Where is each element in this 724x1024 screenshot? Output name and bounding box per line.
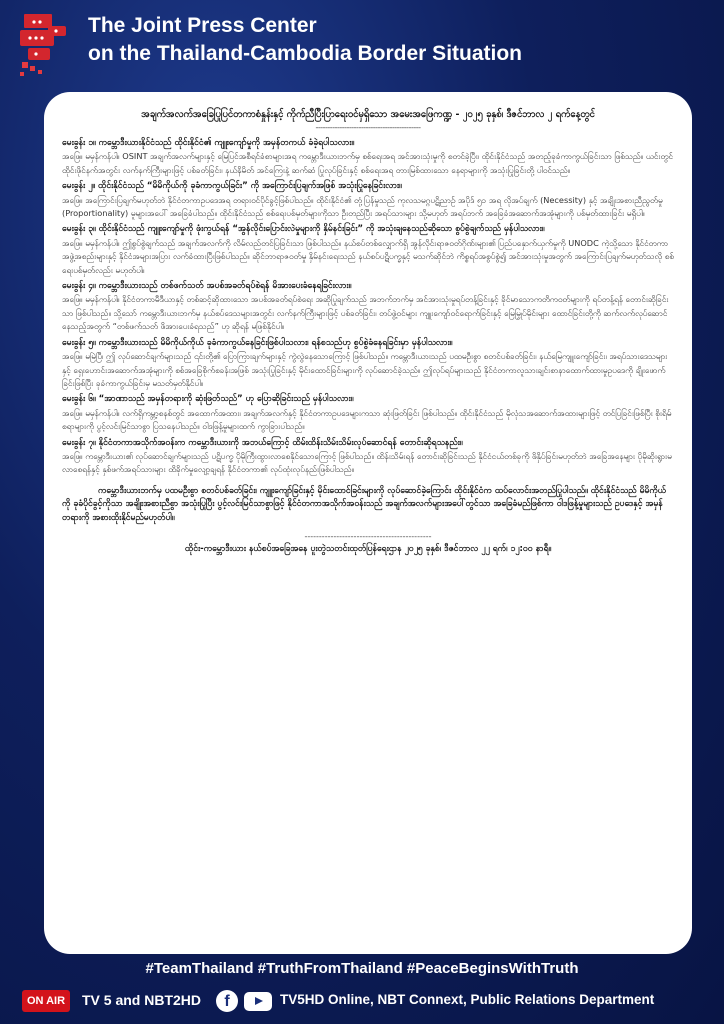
youtube-icon xyxy=(244,992,272,1011)
answer-text: အဖြေ။ မမှန်ကန်ပါ။ ဤစွပ်စွဲချက်သည် အချက်အလက်ကို လိမ်လည်တင်ပြခြင်းသာ ဖြစ်ပါသည်။ နယ်စပ်တစ်လျှောက်ရှိ အွန်လိုင်းရာဇဝတ်ဂိုဏ်းများ၏ ပြည်ပနှောက်ယှက်မှုကို UNODC ကဲ့သို့သော နိုင်ငံတကာအဖွဲ့အစည်းများနှင့် နိုင်ငံအများအပြား လက်ခံထားပြီးဖြစ်ပါသည်။ ဆိုင်ဘာရာဇဝတ်မှု နှိမ်နင်းရေးသည် နယ်စပ်ပဋိပက္ခနှင့် မသက်ဆိုင်ဘဲ ကိစ္စရပ်အစွပ်စွဲ၍ အင်အားသုံးမှုအတွက် အကြောင်းပြချက်မဟုတ်သလို စစ်ရေးပစ်မှတ်လည်း မဟုတ်ပါ။ xyxy=(62,237,675,275)
question-text: မေးခွန်း ၁။ ကမ္ဘောဒီးယားနိုင်ငံသည် ထိုင်းနိုင်ငံ၏ ကျူးကျော်မှုကို အမှန်တကယ် ခံခဲ့ရပါသလား။ xyxy=(62,138,355,148)
online-channels-label: TV5HD Online, NBT Connext, Public Relations Department xyxy=(280,992,655,1007)
answer-text: အဖြေ။ မမှန်ကန်ပါ။ OSINT အချက်အလက်များနှင့် မြေပြင်အစီရင်ခံစာများအရ ကမ္ဘောဒီးယားဘက်မှ စစ်ရေးအရ အင်အားသုံးမှုကို စတင်ခဲ့ပြီး၊ ထိုင်းနိုင်ငံသည် အတည့်ခုခံကာကွယ်ခြင်းသာ ဖြစ်သည်။ ယင်းတွင် ထိုင်းဖိုင်နက်အတွင်း လက်နက်ကြီးများဖြင့် ပစ်ခတ်ခြင်း၊ နယ်နိမိတ် အင်ကြေးနဲ့ ဆက်ဆံ ပြုလုပ်ခြင်းနှင့် စစ်ရေးအရ တားမြစ်ထားသော နေရာများကို အသုံးပြုခြင်းတို့ ပါဝင်သည်။ xyxy=(62,151,674,175)
document-body xyxy=(62,108,674,556)
qa-item xyxy=(62,180,674,220)
question-text: မေးခွန်း ၃။ ထိုင်းနိုင်ငံသည် ကျူးကျော်မှုကို ဖုံးကွယ်ရန် “အွန်လိုင်းပြောင်းလဲမှုများကို နှိမ်နင်းခြင်း” ကို အသုံးချနေသည်ဆိုသော စွပ်စွဲချက်သည် မှန်ပါသလား။ xyxy=(62,224,545,235)
answer-text: အဖြေ။ ကမ္ဘောဒီးယား၏ လုပ်ဆောင်ချက်များသည် ပဋိပက္ခ ပိုမိုကြီးထွားလာစေနိုင်သောကြောင့် ဖြစ်ပါသည်။ ထိန်းသိမ်းရန် တောင်းဆိုခြင်းသည် နိုင်ငံငယ်တစ်ခုကို ဖိနှိပ်ခြင်းမဟုတ်ဘဲ အခြေအနေများ ပိုမိုဆိုးရွားမလာစေရန်နှင့် နှစ်ဖက်အရပ်သားများ ထိခိုက်မှုလျော့ချရန် နိုင်ငံတကာ၏ လုပ်ထုံးလုပ်နည်းဖြစ်ပါသည်။ xyxy=(62,450,672,475)
title-divider: -------------------------------------------- xyxy=(315,123,421,132)
question-text: မေးခွန်း ၇။ နိုင်ငံတကာအသိုက်အဝန်းက ကမ္ဘောဒီးယားကို အဘယ်ကြောင့် ထိမ်းထိန်းသိမ်းသိမ်းလုပ်ဆောင်ရန် တောင်းဆိုရသနည်း။ xyxy=(62,437,463,448)
question-text: မေးခွန်း ၄။ ကမ္ဘောဒီးယားသည် တစ်ဖက်သတ် အပစ်အခတ်ရပ်စဲရန် မိအားပေးခံနေရခြင်းလား။ xyxy=(62,281,352,292)
facebook-icon: f xyxy=(216,990,238,1012)
qa-item xyxy=(62,437,674,477)
closing-divider: -------------------------------------------- xyxy=(304,531,432,541)
page-header-title xyxy=(88,12,708,68)
answer-text: အဖြေ။ မမှန်ကန်ပါ။ လက်ရှိကမ္ဘာ့စနစ်တွင် အထောက်အထား၊ အချက်အလက်နှင့် နိုင်ငံတကာဥပဒေများကသာ ဆုံးဖြတ်ခြင်း ဖြစ်ပါသည်။ ထိုင်းနိုင်ငံသည် မိုလုံသအဆောက်အထားများဖြင့် တင်ပြခြင်းဖြစ်ပြီး စိုးရိမ်စရာများကို ပွင့်လင်းမြင်သာစွာ ပြသနေပါသည်။ ဝါဒဖြန့်မှုများထက် ကွာခြားပါသည်။ xyxy=(62,407,672,432)
header-title-line1: The Joint Press Center xyxy=(88,14,317,37)
answer-text: အဖြေ။ အကြောင်းပြချက်မဟုတ်ဘဲ နိုင်ငံတကာဥပဒေအရ တရားဝင်ပိုင်ခွင့်ဖြစ်ပါသည်။ ထိုင်းနိုင်ငံ၏ တုံ့ပြန်မှုသည် ကုလသမဂ္ဂပဋိညာဉ် အပိုဒ် ၅၁ အရ လိုအပ်ချက် (Necessity) နှင့် အချိုးအစားညီညွတ်မှု (Proportionality) မူများအပေါ် အခြေခံပါသည်။ ထိုင်းနိုင်ငံသည် စစ်ရေးပစ်မှတ်များကိုသာ ဦးတည်ပြီး အရပ်သားများ သို့မဟုတ် အရပ်ဘက် အခြေခံအဆောက်အအုံများကို ပစ်မှတ်ထားခြင်း မရှိပါ။ xyxy=(62,194,663,219)
document-title: အချက်အလက်အခြေပြုပြင်တကာစံနှုန်းနှင့် ကိုက်ညီပြီးပြာရေးဝင်မှရှိသော အမေးအဖြေကဏ္ဍ - ၂၀၂၅ ခုနှစ်၊ ဒီဇင်ဘာလ ၂ ရက်နေ့တွင် xyxy=(141,109,595,120)
closing-statement: ကမ္ဘောဒီးယားဘက်မှ ပထမဦးစွာ စတင်ပစ်ခတ်ခြင်း၊ ကျူးကျော်ခြင်းနှင့် မိုင်းထောင်ခြင်းများကို လုပ်ဆောင်ခဲ့ကြောင်း ထိုင်းနိုင်ငံက ထပ်လောင်းအတည်ပြုပါသည်။ ထိုင်းနိုင်ငံသည် မိမိကိုယ်ကို ခုခံပိုင်ခွင့်ကိုသာ အချိုးအစားညီစွာ အသုံးပြုပြီး ပွင့်လင်းမြင်သာစွာဖြင့် နိုင်ငံတကာအသိုက်အဝန်းသည် အချက်အလက်များအပေါ်တွင်သာ အခြေခံမည်ဖြစ်ကာ ဝါဒဖြန့်မှုများသည် ဥပဒေနှင့် အမှန်တရားကို အစားထိုးနိုင်မည်မဟုတ်ပါ။ xyxy=(62,485,667,523)
question-text: မေးခွန်း ၆။ “အာဏာသည် အမှန်တရားကို ဆုံးဖြတ်သည်” ဟု ပြောဆိုခြင်းသည် မှန်ပါသလား။ xyxy=(62,394,354,405)
press-center-logo xyxy=(18,10,74,80)
qa-item xyxy=(62,223,674,277)
question-text: မေးခွန်း ၅။ ကမ္ဘောဒီးယားသည် မိမိကိုယ်ကိုယ် ခုခံကာကွယ်နေခြင်းဖြစ်ပါသလား၊ ရန်စသည်ဟု စွပ်စွဲခံနေရခြင်းမှာ မှန်ပါသလား။ xyxy=(62,337,453,348)
document-card xyxy=(44,92,692,954)
hashtag-line: #TeamThailand #TruthFromThailand #PeaceBeginsWithTruth xyxy=(145,960,579,977)
answer-text: အဖြေ။ မမှန်ကန်ပါ။ နိုင်ငံတကာမီဒီယာနှင့် တစ်ဆင့်ဆိုထားသော အပစ်အခတ်ရပ်စဲရေး အဆိုပြုချက်သည် အဘက်ဘက်မှ အင်အားသုံးမှုရပ်တန့်ခြင်းနှင့် ခိုင်မာသောကတိကဝတ်များကို ရပ်တန့်ရန် တောင်းဆိုခြင်းသာ ဖြစ်ပါသည်။ သို့သော် ကမ္ဘောဒီးယားဘက်မှ နယ်စပ်ဒေသများအတွင်း လက်နက်ကြီးများဖြင့် ပစ်ခတ်ခြင်း၊ တပ်ဖွဲ့ဝင်များ ကျူးကျော်ဝင်ရောက်ခြင်းနှင့် မြေမြှုပ်မိုင်းများ ထောင်ခြင်းတို့ကို ဆက်လက်လုပ်ဆောင်နေသည့်အတွက် “တစ်ဖက်သတ် ဖိအားပေးခံရသည်” ဟု ဆိုရန် မဖြစ်နိုင်ပါ။ xyxy=(62,294,669,332)
tv-channels-label: TV 5 and NBT2HD xyxy=(82,992,202,1008)
header-title-line2: on the Thailand-Cambodia Border Situation xyxy=(88,42,523,65)
qa-item xyxy=(62,137,674,177)
answer-text: အဖြေ။ မမြဲပြီ၊ ဤ လုပ်ဆောင်ချက်များသည် ၎င်းတို့၏ ပြောကြားချက်များနှင့် ကွဲလွဲနေသောကြောင့် ဖြစ်ပါသည်။ ကမ္ဘောဒီးယားသည် ပထမဦးစွာ စတင်ပစ်ခတ်ခြင်း၊ နယ်မြေကျူးကျော်ခြင်း၊ အရပ်သားဒေသများနှင့် ရှေးဟောင်းအဆောက်အအုံများကို စစ်အခြေစိုက်စခန်းအဖြစ် အသုံးပြုခြင်းနှင့် မိုင်းထောင်ခြင်းများကို လုပ်ဆောင်ခဲ့သည်။ ဤလုပ်ရပ်များသည် နိုင်ငံတကာလူသားချင်းစာနာထောက်ထားမှုဥပဒေကို ချိုးဖောက်ခြင်းဖြစ်ပြီး ခုခံကာကွယ်ခြင်းမှ မသတ်မှတ်နိုင်ပါ။ xyxy=(62,351,668,388)
qa-item xyxy=(62,393,674,433)
question-text: မေးခွန်း ၂။ ထိုင်းနိုင်ငံသည် “မိမိကိုယ်ကို ခုခံကာကွယ်ခြင်း” ကို အကြောင်းပြချက်အဖြစ် အသုံးပြုနေခြင်းလား။ xyxy=(62,181,402,192)
footer-bar xyxy=(0,984,724,1018)
on-air-badge: ON AIR xyxy=(22,990,70,1012)
qa-item xyxy=(62,337,674,391)
issuer-signature: ထိုင်း-ကမ္ဘောဒီးယား နယ်စပ်အခြေအနေ ပူးတွဲသတင်းထုတ်ပြန်ရေးဌာန ၂၀၂၅ ခုနှစ်၊ ဒီဇင်ဘာလ ၂၂ ရက်၊ ၁၂:၀၀ နာရီ။ xyxy=(184,543,552,554)
qa-item xyxy=(62,280,674,334)
